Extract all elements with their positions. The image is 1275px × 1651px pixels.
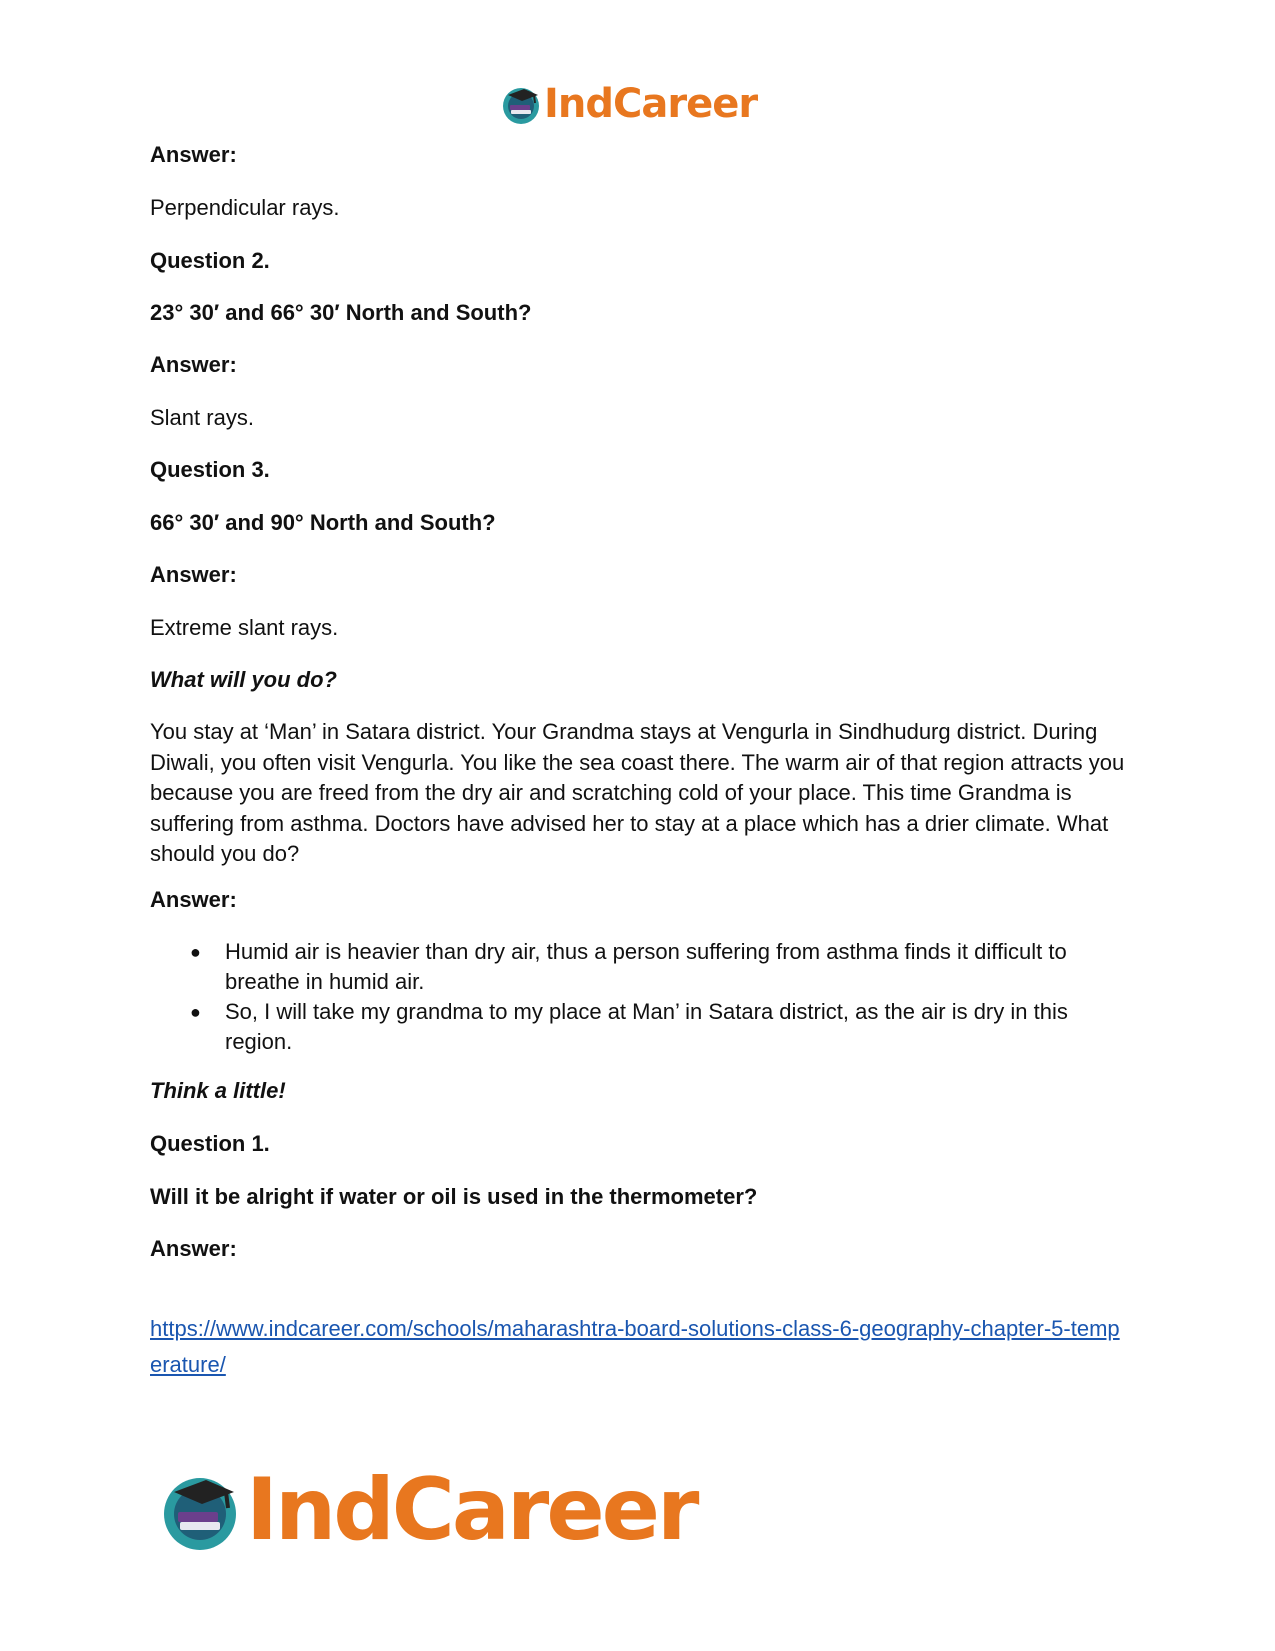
- bullet-icon: ●: [190, 942, 201, 962]
- question-text: 66° 30′ and 90° North and South?: [150, 510, 496, 535]
- logo-wordmark: IndCareer: [544, 81, 758, 127]
- graduation-cap-icon: [500, 83, 542, 125]
- answer-label: Answer:: [150, 1236, 237, 1261]
- logo-wordmark: IndCareer: [246, 1460, 697, 1560]
- answer-label: Answer:: [150, 562, 237, 587]
- bullet-icon: ●: [190, 1002, 201, 1022]
- answer-label: Answer:: [150, 352, 237, 377]
- list-item: [150, 937, 1130, 997]
- source-link[interactable]: https://www.indcareer.com/schools/maharashtra-board-solutions-class-6-geography-chapter-5-temperature/: [150, 1316, 1120, 1377]
- list-item: [150, 997, 1130, 1057]
- answer-label: Answer:: [150, 142, 237, 167]
- list-item-text: So, I will take my grandma to my place at Man’ in Satara district, as the air is dry in this region.: [225, 999, 1068, 1054]
- list-item-text: Humid air is heavier than dry air, thus a person suffering from asthma finds it difficult to breathe in humid air.: [225, 939, 1067, 994]
- question-label: Question 2.: [150, 248, 270, 273]
- answer-text: Perpendicular rays.: [150, 195, 340, 220]
- scenario-paragraph: You stay at ‘Man’ in Satara district. Your Grandma stays at Vengurla in Sindhudurg district. During Diwali, you often visit Vengurla. You like the sea coast there. The warm air of that region attracts you because you are freed from the dry air and scratching cold of your place. This time Grandma is suffering from asthma. Doctors have advised her to stay at a place which has a drier climate. What should you do?: [150, 719, 1125, 866]
- header-logo: [500, 78, 757, 130]
- question-text: Will it be alright if water or oil is used in the thermometer?: [150, 1184, 758, 1209]
- footer-logo: [158, 1462, 696, 1558]
- graduation-cap-icon: [158, 1468, 242, 1552]
- answer-text: Extreme slant rays.: [150, 615, 339, 640]
- answer-label: Answer:: [150, 887, 237, 912]
- answer-text: Slant rays.: [150, 405, 254, 430]
- question-label: Question 3.: [150, 457, 270, 482]
- question-label: Question 1.: [150, 1131, 270, 1156]
- section-heading: What will you do?: [150, 667, 337, 692]
- section-heading: Think a little!: [150, 1078, 286, 1103]
- answer-bullet-list: [150, 937, 1130, 1057]
- question-text: 23° 30′ and 66° 30′ North and South?: [150, 300, 532, 325]
